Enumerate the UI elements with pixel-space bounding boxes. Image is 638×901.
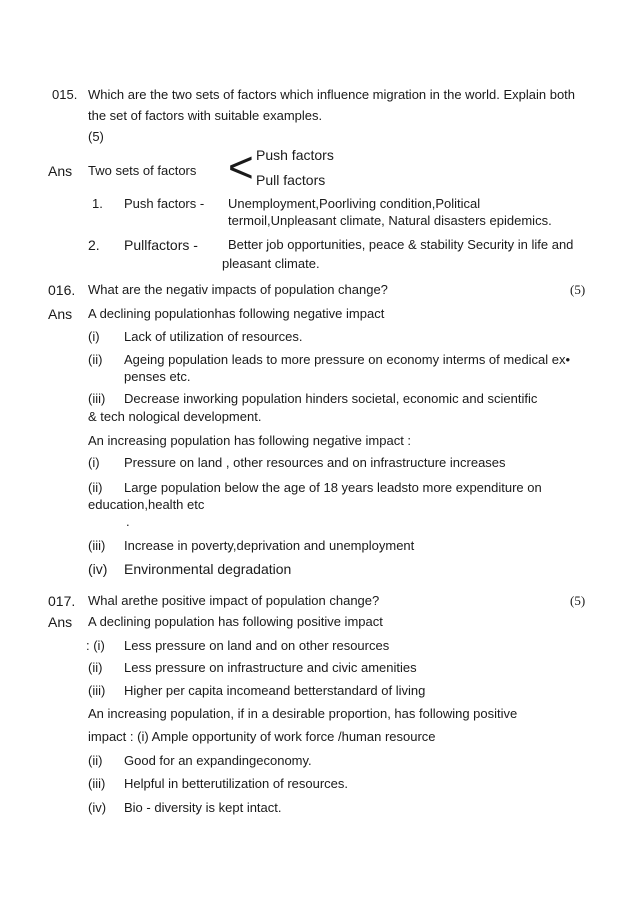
item-text: Less pressure on infrastructure and civic amenities (124, 660, 417, 675)
item-number: (iv) (88, 800, 107, 815)
item-number: : (i) (86, 638, 105, 653)
question-text: the set of factors with suitable examples. (88, 108, 323, 123)
question-number: 015. (52, 87, 78, 102)
marks: (5) (88, 129, 104, 144)
item-text: Less pressure on land and on other resources (124, 638, 390, 653)
item-number: (iv) (88, 561, 108, 577)
question-text: Whal arethe positive impact of population change? (88, 593, 380, 608)
answer-text: An increasing population has following negative impact : (88, 433, 412, 448)
item-label: Pullfactors - (124, 237, 198, 253)
answer-label: Ans (48, 163, 73, 179)
item-text: Ageing population leads to more pressure on economy interms of medical ex• (124, 352, 571, 367)
item-number: (iii) (88, 538, 106, 553)
item-text: & tech nological development. (88, 409, 262, 424)
item-number: (iii) (88, 776, 106, 791)
item-number: (iii) (88, 683, 106, 698)
item-text: Helpful in betterutilization of resources. (124, 776, 349, 791)
marks: (5) (570, 593, 586, 608)
answer-text: A declining population has following positive impact (88, 614, 383, 629)
item-label: Push factors - (124, 196, 205, 211)
item-number: 1. (92, 196, 103, 211)
item-text: Lack of utilization of resources. (124, 329, 303, 344)
item-text: . (126, 514, 130, 529)
question-number: 016. (48, 282, 76, 298)
question-text: Which are the two sets of factors which influence migration in the world. Explain both (88, 87, 576, 102)
answer-text: impact : (i) Ample opportunity of work force /human resource (88, 729, 436, 744)
item-number: (ii) (88, 352, 103, 367)
item-text: Pressure on land , other resources and on infrastructure increases (124, 455, 506, 470)
answer-text: Two sets of factors (88, 163, 197, 178)
item-text: Large population below the age of 18 years leadsto more expenditure on (124, 480, 542, 495)
item-text: Good for an expandingeconomy. (124, 753, 312, 768)
item-text: Increase in poverty,deprivation and unemployment (124, 538, 415, 553)
answer-text: A declining populationhas following negative impact (88, 306, 385, 321)
answer-label: Ans (48, 306, 73, 322)
bracket-symbol: < (228, 143, 254, 192)
question-number: 017. (48, 593, 76, 609)
item-text: penses etc. (124, 369, 191, 384)
question-text: What are the negativ impacts of population change? (88, 282, 388, 297)
item-number: (ii) (88, 660, 103, 675)
item-text: Environmental degradation (124, 561, 292, 577)
item-text: Higher per capita incomeand betterstandard of living (124, 683, 426, 698)
item-text: Bio - diversity is kept intact. (124, 800, 282, 815)
item-number: 2. (88, 237, 100, 253)
item-text: Decrease inworking population hinders societal, economic and scientific (124, 391, 538, 406)
item-text: Unemployment,Poorliving condition,Political (228, 196, 481, 211)
bracket-item: Push factors (256, 147, 334, 163)
item-text: education,health etc (88, 497, 205, 512)
answer-label: Ans (48, 614, 73, 630)
item-number: (iii) (88, 391, 106, 406)
answer-text: An increasing population, if in a desirable proportion, has following positive (88, 706, 518, 721)
bracket-item: Pull factors (256, 172, 326, 188)
marks: (5) (570, 282, 586, 297)
item-text: pleasant climate. (222, 256, 320, 271)
item-number: (i) (88, 455, 100, 470)
item-number: (ii) (88, 480, 103, 495)
item-text: Better job opportunities, peace & stability Security in life and (228, 237, 574, 252)
item-number: (ii) (88, 753, 103, 768)
item-number: (i) (88, 329, 100, 344)
item-text: termoil,Unpleasant climate, Natural disasters epidemics. (228, 213, 552, 228)
